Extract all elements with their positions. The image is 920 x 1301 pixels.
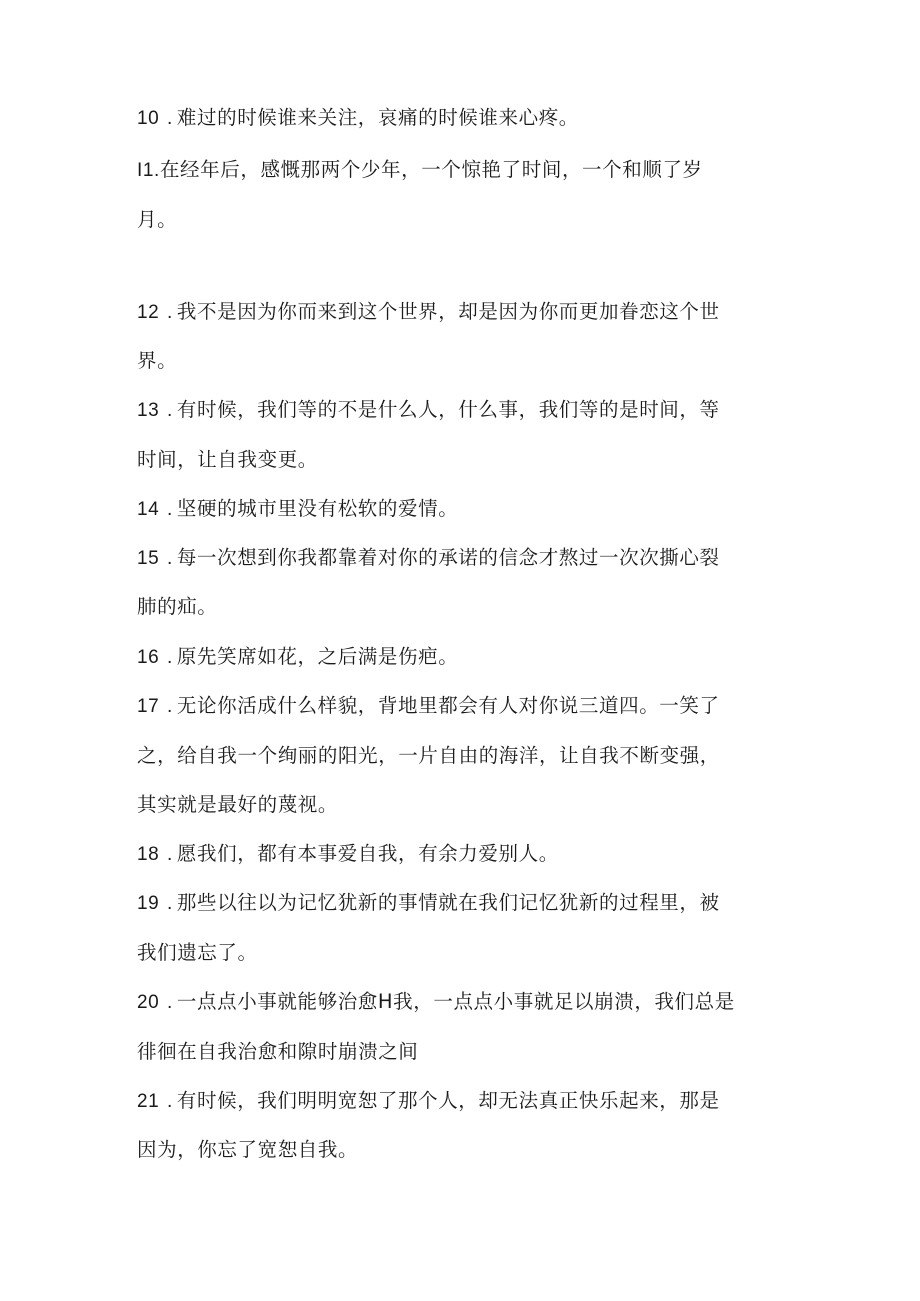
- item-text: 月。: [137, 208, 178, 231]
- item-number: 15: [137, 548, 160, 569]
- item-text: 徘徊在自我治愈和隙时崩溃之间: [137, 1040, 419, 1063]
- list-item-continuation: [137, 739, 720, 773]
- item-text: 肺的疝。: [137, 595, 218, 618]
- item-text: 难过的时候谁来关注，哀痛的时候谁来心疼。: [176, 106, 579, 129]
- item-separator: .: [167, 696, 173, 717]
- item-number: 18: [137, 844, 160, 865]
- item-text: 坚硬的城市里没有松软的爱情。: [176, 497, 459, 520]
- list-item: [137, 295, 720, 329]
- item-number: 14: [137, 499, 160, 520]
- list-item: [137, 837, 559, 871]
- item-separator: .: [167, 893, 173, 914]
- item-text: 我不是因为你而来到这个世界，却是因为你而更加眷恋这个世: [176, 300, 720, 323]
- item-separator: .: [167, 1091, 173, 1112]
- item-separator: .: [167, 108, 173, 129]
- item-number: 12: [137, 302, 160, 323]
- list-item: [137, 1084, 720, 1118]
- list-item: [137, 886, 720, 920]
- list-item-continuation: [137, 1035, 418, 1069]
- item-text: 时间，让自我变更。: [137, 448, 318, 471]
- item-number: I1.: [137, 160, 160, 181]
- item-text: 每一次想到你我都靠着对你的承诺的信念才熬过一次次撕心裂: [176, 546, 720, 569]
- item-text: 那些以往以为记忆犹新的事情就在我们记忆犹新的过程里，被: [176, 891, 720, 914]
- list-item: [137, 492, 458, 526]
- item-separator: .: [167, 844, 173, 865]
- item-text: 一点点小事就能够治愈H我，一点点小事就足以崩溃，我们总是: [176, 990, 735, 1013]
- item-separator: .: [167, 548, 173, 569]
- item-separator: .: [167, 647, 173, 668]
- item-text: 有时候，我们等的不是什么人，什么事，我们等的是时间，等: [176, 398, 720, 421]
- item-text: 在经年后，感慨那两个少年，一个惊艳了时间，一个和顺了岁: [159, 158, 703, 181]
- list-item-continuation: [137, 788, 338, 822]
- list-item-continuation: [137, 1133, 358, 1167]
- list-item: [137, 640, 458, 674]
- item-number: 13: [137, 400, 160, 421]
- item-number: 16: [137, 647, 160, 668]
- item-number: 19: [137, 893, 160, 914]
- list-item: [137, 153, 703, 187]
- list-item-continuation: [137, 590, 217, 624]
- item-text: 其实就是最好的蔑视。: [137, 793, 339, 816]
- item-separator: .: [167, 400, 173, 421]
- item-text: 界。: [137, 349, 178, 372]
- item-separator: .: [167, 499, 173, 520]
- item-text: 原先笑席如花，之后满是伤疤。: [176, 645, 459, 668]
- list-item-continuation: [137, 203, 177, 237]
- item-number: 10: [137, 108, 160, 129]
- item-text: 我们遗忘了。: [137, 941, 258, 964]
- list-item: [137, 985, 735, 1019]
- list-item: [137, 689, 720, 723]
- item-separator: .: [167, 992, 173, 1013]
- item-number: 20: [137, 992, 160, 1013]
- list-item: [137, 393, 720, 427]
- list-item: [137, 101, 579, 135]
- item-number: 17: [137, 696, 160, 717]
- item-text: 因为，你忘了宽恕自我。: [137, 1138, 359, 1161]
- item-separator: .: [167, 302, 173, 323]
- list-item: [137, 541, 720, 575]
- item-number: 21: [137, 1091, 160, 1112]
- item-text: 无论你活成什么样貌，背地里都会有人对你说三道四。一笑了: [176, 694, 720, 717]
- item-text: 有时候，我们明明宽恕了那个人，却无法真正快乐起来，那是: [176, 1089, 720, 1112]
- list-item-continuation: [137, 936, 258, 970]
- list-item-continuation: [137, 443, 318, 477]
- list-item-continuation: [137, 344, 177, 378]
- item-text: 愿我们，都有本事爱自我，有余力爱别人。: [176, 842, 559, 865]
- item-text: 之，给自我一个绚丽的阳光，一片自由的海洋，让自我不断变强，: [137, 744, 720, 767]
